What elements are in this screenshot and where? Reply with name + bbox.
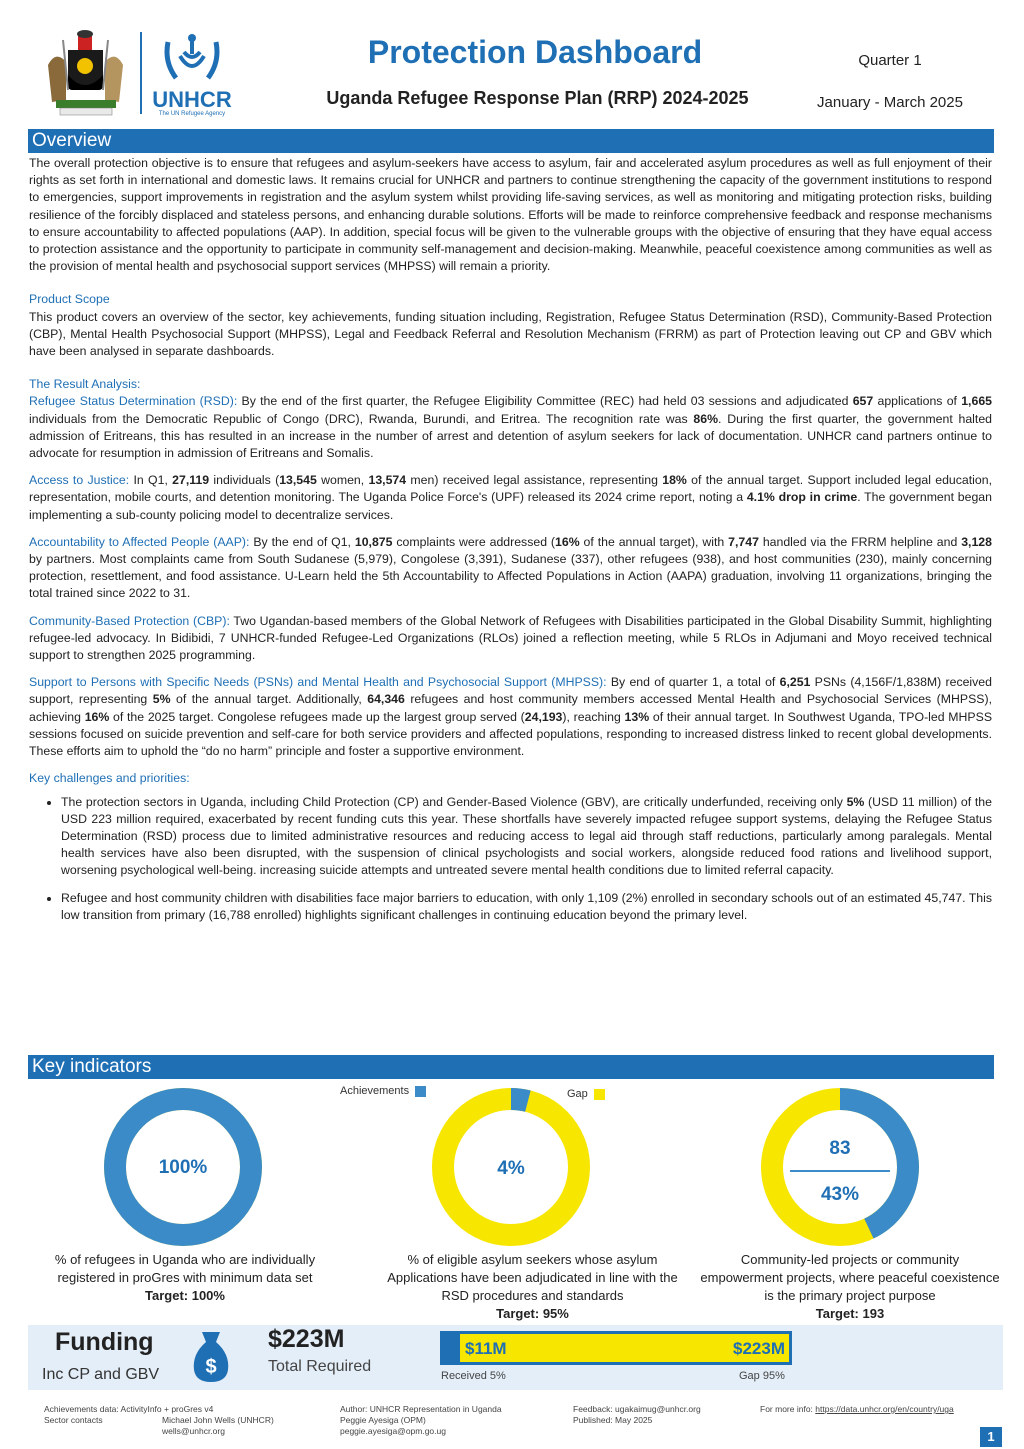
psn-value: 16% bbox=[84, 709, 110, 724]
svg-text:$: $ bbox=[205, 1356, 217, 1378]
funding-subtitle: Inc CP and GBV bbox=[42, 1366, 160, 1383]
donut-chart-community-projects bbox=[760, 1087, 920, 1247]
legend-gap-label: Gap bbox=[567, 1088, 588, 1100]
challenge-text: The protection sectors in Uganda, including Child Protection (CP) and Gender-Based Violence (GBV), are critically underfunded, receiving only bbox=[61, 794, 847, 809]
funding-required-amount: $223M bbox=[733, 1339, 785, 1358]
donut-1-pct: 100% bbox=[158, 1157, 208, 1178]
header-divider bbox=[140, 32, 142, 114]
atj-value: 18% bbox=[662, 473, 687, 488]
cbp-paragraph bbox=[29, 613, 992, 665]
footer-more-info bbox=[760, 1404, 1000, 1415]
psn-lead: Support to Persons with Specific Needs (PSNs) and Mental Health and Psychosocial Support (MHPSS): bbox=[29, 675, 607, 690]
psn-value: 5% bbox=[152, 692, 171, 707]
psn-value: 64,346 bbox=[367, 692, 405, 707]
aap-text: by partners. Most complaints came from South Sudanese (5,979), Congolese (3,391), Sudanese (337), other refugees (938), and host communities (230), mainly concerning protection, resettlement, and food assistance. U-Learn held the 5th Accountability to Affected Populations in Action (AAPA) graduation, involving 11 organizations, bringing the total trained since 2022 to 31. bbox=[29, 552, 992, 601]
aap-value: 16% bbox=[555, 534, 580, 549]
funding-total-label: Total Required bbox=[268, 1358, 372, 1375]
donut-2-label bbox=[380, 1251, 685, 1323]
challenges-heading: Key challenges and priorities: bbox=[29, 771, 190, 786]
footer-more-info-label: For more info: bbox=[760, 1404, 816, 1414]
psn-value: 24,193 bbox=[524, 709, 563, 724]
atj-value: 13,574 bbox=[368, 473, 407, 488]
cbp-text: Two Ugandan-based members of the Global Network of Refugees with Disabilities participated in the Global Disability Summit, highlighting refugee-led advocacy. In Bidibidi, 7 UNHCR-funded Refugee-Led Organizations (RLOs) joined a reflection meeting, while 5 RLOs in Adjumani and Moyo received technical support to strengthen 2025 programming. bbox=[29, 613, 992, 663]
overview-heading: Overview bbox=[28, 129, 994, 153]
atj-value: 13,545 bbox=[279, 473, 317, 488]
footer-more-info-link[interactable]: https://data.unhcr.org/en/country/uga bbox=[815, 1404, 954, 1414]
footer-contact-name: Michael John Wells (UNHCR) bbox=[162, 1415, 274, 1425]
donut-3-label bbox=[700, 1251, 1000, 1323]
legend-achievements-swatch bbox=[415, 1086, 426, 1097]
psn-value: 6,251 bbox=[779, 675, 811, 690]
period-label: January - March 2025 bbox=[817, 94, 963, 111]
rsd-value: 86% bbox=[693, 411, 719, 426]
aap-text: By the end of Q1, bbox=[249, 534, 355, 549]
aap-text: complaints were addressed ( bbox=[392, 534, 556, 549]
atj-text: men) received legal assistance, representing bbox=[406, 473, 663, 488]
rsd-text: applications of bbox=[873, 394, 962, 409]
funding-received-amount: $11M bbox=[465, 1339, 507, 1358]
funding-bar bbox=[440, 1331, 792, 1365]
list-item bbox=[61, 794, 992, 880]
list-item: • Refugee and host community children with disabilities face major barriers to education, with only 1,109 (2%) enrolled in secondary schools out of an estimated 45,747. This low transition from primary (16,788 enrolled) highlights significant challenges in continuing education beyond the primary level. bbox=[61, 890, 992, 924]
footer-published-date: Published: May 2025 bbox=[573, 1415, 653, 1425]
atj-value: 4.1% drop in crime bbox=[746, 490, 858, 505]
page-number: 1 bbox=[980, 1427, 1002, 1447]
product-scope-heading: Product Scope bbox=[29, 292, 110, 307]
footer-sources bbox=[44, 1404, 334, 1437]
atj-text: women, bbox=[316, 473, 369, 488]
footer-data-source: Achievements data: ActivityInfo + proGres v4 bbox=[44, 1404, 214, 1414]
aap-value: 7,747 bbox=[728, 534, 759, 549]
footer-contacts-label: Sector contacts bbox=[44, 1415, 103, 1425]
product-scope-text: This product covers an overview of the sector, key achievements, funding situation including, Registration, Refugee Status Determination (RSD), Community-Based Protection (CBP), Mental Health Psychosocial Support (MHPSS), Legal and Feedback Referral and Resolution Mechanism (FRRM) as part of Protection leaving out CP and GBV which have been analysed in separate dashboards. bbox=[29, 309, 992, 359]
rsd-text: individuals from the Democratic Republic of Congo (DRC), Rwanda, Burundi, and Eritrea. The recognition rate was bbox=[29, 411, 694, 426]
overview-content bbox=[29, 155, 992, 934]
aap-value: 3,128 bbox=[961, 534, 992, 549]
donut-2-target: Target: 95% bbox=[496, 1306, 569, 1321]
rsd-lead: Refugee Status Determination (RSD): bbox=[29, 394, 238, 409]
atj-text: individuals ( bbox=[209, 473, 280, 488]
footer-author-line: Author: UNHCR Representation in Uganda bbox=[340, 1404, 502, 1414]
legend-gap-swatch bbox=[594, 1089, 605, 1100]
result-analysis-heading: The Result Analysis: bbox=[29, 377, 141, 392]
donut-2-pct: 4% bbox=[497, 1158, 525, 1179]
psn-paragraph bbox=[29, 674, 992, 760]
aap-value: 10,875 bbox=[354, 534, 393, 549]
psn-text: of their annual target. In Southwest Uganda, TPO-led MHPSS sessions focused on suicide prevention and self-care for both service providers and affected populations, responding to increased distress linked to recent global developments. These efforts aim to uphold the “do no harm” principle and foster a supportive environment. bbox=[29, 709, 993, 759]
aap-text: handled via the FRRM helpline and bbox=[758, 534, 962, 549]
psn-text: of the annual target. Additionally, bbox=[170, 692, 368, 707]
footer-author bbox=[340, 1404, 560, 1437]
unhcr-logo-text: UNHCR bbox=[152, 87, 232, 112]
donut-1-caption: % of refugees in Uganda who are individually registered in proGres with minimum data set bbox=[54, 1252, 316, 1285]
footer-author-name: Peggie Ayesiga (OPM) bbox=[340, 1415, 426, 1425]
atj-text: In Q1, bbox=[129, 473, 173, 488]
rsd-text: . During the first quarter, the government halted admission of Eritreans, this has resulted in an increase in the number of arrest and detention of asylum seekers for lack of documentation. UNHCR cand partners ontinue to advocate for resumption in admission of Eritreans and Somalis. bbox=[29, 411, 992, 461]
footer-contact-email[interactable]: wells@unhcr.org bbox=[162, 1426, 225, 1436]
donut-3-count: 83 bbox=[829, 1138, 851, 1159]
footer-feedback bbox=[573, 1404, 753, 1426]
atj-lead: Access to Justice: bbox=[29, 473, 130, 488]
donut-1-label bbox=[40, 1251, 330, 1305]
donut-3-target: Target: 193 bbox=[815, 1306, 885, 1321]
uganda-coat-of-arms bbox=[38, 30, 133, 118]
legend-achievements-label: Achievements bbox=[340, 1085, 410, 1097]
unhcr-laurel-icon bbox=[162, 32, 222, 84]
funding-received-label: Received 5% bbox=[441, 1370, 506, 1382]
challenge-text: (USD 11 million) of the USD 223 million required, exacerbated by recent funding cuts this year. These shortfalls have severely impacted refugee support systems, delaying the Refugee Status Determination (RSD) process due to limited administrative resources and reducing access to legal aid through staff reductions, particularly among paralegals. Mental health services have also been disrupted, with the suspension of clinical psychologists and social workers, alongside reduced food rations and livelihood support, worsening psychological well-being. increasing suicide attempts and untreated severe mental health conditions due to limited referral capacity. bbox=[61, 794, 992, 878]
rsd-text: By the end of the first quarter, the Refugee Eligibility Committee (REC) had held 03 sessions and adjudicated bbox=[237, 394, 853, 409]
legend-achievements bbox=[340, 1085, 426, 1097]
access-to-justice-paragraph bbox=[29, 472, 992, 524]
rsd-value: 1,665 bbox=[961, 394, 992, 409]
page-subtitle: Uganda Refugee Response Plan (RRP) 2024-2025 bbox=[326, 88, 749, 108]
atj-value: 27,119 bbox=[172, 473, 210, 488]
psn-text: ), reaching bbox=[562, 709, 625, 724]
psn-value: 13% bbox=[624, 709, 650, 724]
donut-3-caption: Community-led projects or community empowerment projects, where peaceful coexistence is the primary project purpose bbox=[700, 1252, 1000, 1303]
footer-contacts-row bbox=[44, 1415, 334, 1426]
challenges-list bbox=[29, 794, 992, 924]
atj-text: of the annual target. Support included legal education, representation, mobile courts, and detention monitoring. The Uganda Police Force's (UPF) released its 2024 crime report, noting a bbox=[29, 473, 992, 505]
atj-text: . The government began implementing a sub-county policing model to decentralize services. bbox=[29, 490, 992, 522]
donut-1-target: Target: 100% bbox=[145, 1288, 225, 1303]
aap-paragraph bbox=[29, 534, 992, 603]
funding-received-fill bbox=[443, 1334, 460, 1362]
money-bag-icon bbox=[190, 1328, 232, 1384]
psn-text: PSNs (4,156F/1,838M) received support, representing bbox=[29, 675, 992, 707]
aap-text: of the annual target), with bbox=[579, 534, 729, 549]
funding-total-amount: $223M bbox=[268, 1325, 345, 1353]
aap-lead: Accountability to Affected People (AAP): bbox=[29, 534, 250, 549]
funding-title: Funding bbox=[55, 1328, 154, 1356]
page-title: Protection Dashboard bbox=[367, 34, 703, 70]
footer-author-email[interactable]: peggie.ayesiga@opm.go.ug bbox=[340, 1426, 446, 1436]
psn-text: of the 2025 target. Congolese refugees made up the largest group served ( bbox=[109, 709, 525, 724]
funding-gap-label: Gap 95% bbox=[739, 1370, 785, 1382]
key-indicators-heading: Key indicators bbox=[28, 1055, 994, 1079]
donut-2-caption: % of eligible asylum seekers whose asylum Applications have been adjudicated in line with the RSD procedures and standards bbox=[387, 1252, 678, 1303]
footer-feedback-email[interactable]: Feedback: ugakaimug@unhcr.org bbox=[573, 1404, 701, 1414]
challenge-value: 5% bbox=[846, 794, 865, 809]
rsd-value: 657 bbox=[852, 394, 874, 409]
rsd-paragraph bbox=[29, 393, 992, 462]
donut-3-pct: 43% bbox=[820, 1184, 860, 1205]
overview-intro: The overall protection objective is to ensure that refugees and asylum-seekers have access to asylum, fair and accelerated asylum procedures as well as full enjoyment of their rights as set forth in international and domestic laws. It remains crucial for UNHCR and partners to continue strengthening the capacity of the government institutions to respond to emergencies, support improvements in registration and the asylum system whilst providing life-saving services, as well as monitoring and mitigating protection risks, building resilience of the forcibly displaced and stateless persons, and enhancing durable solutions. Efforts will be made to reinforce comprehensive feedback and response mechanisms to ensure accountability to affected populations (AAP). In addition, special focus will be given to the vulnerable groups with the objective of ensuring that they have equal access to protection assistance and the opportunity to participate in community self-management and decision-making. Meanwhile, peaceful coexistence among communities as well as the provision of mental health and psychosocial support services (MHPSS) will remain a priority. bbox=[29, 156, 992, 274]
cbp-lead: Community-Based Protection (CBP): bbox=[29, 613, 230, 628]
unhcr-logo bbox=[148, 32, 236, 116]
quarter-label: Quarter 1 bbox=[858, 52, 922, 69]
psn-text: refugees and host community members accessed Mental Health and Psychosocial Services (MHPSS), achieving bbox=[29, 692, 993, 724]
psn-text: By end of quarter 1, a total of bbox=[606, 675, 780, 690]
unhcr-logo-tagline: The UN Refugee Agency bbox=[158, 111, 226, 117]
